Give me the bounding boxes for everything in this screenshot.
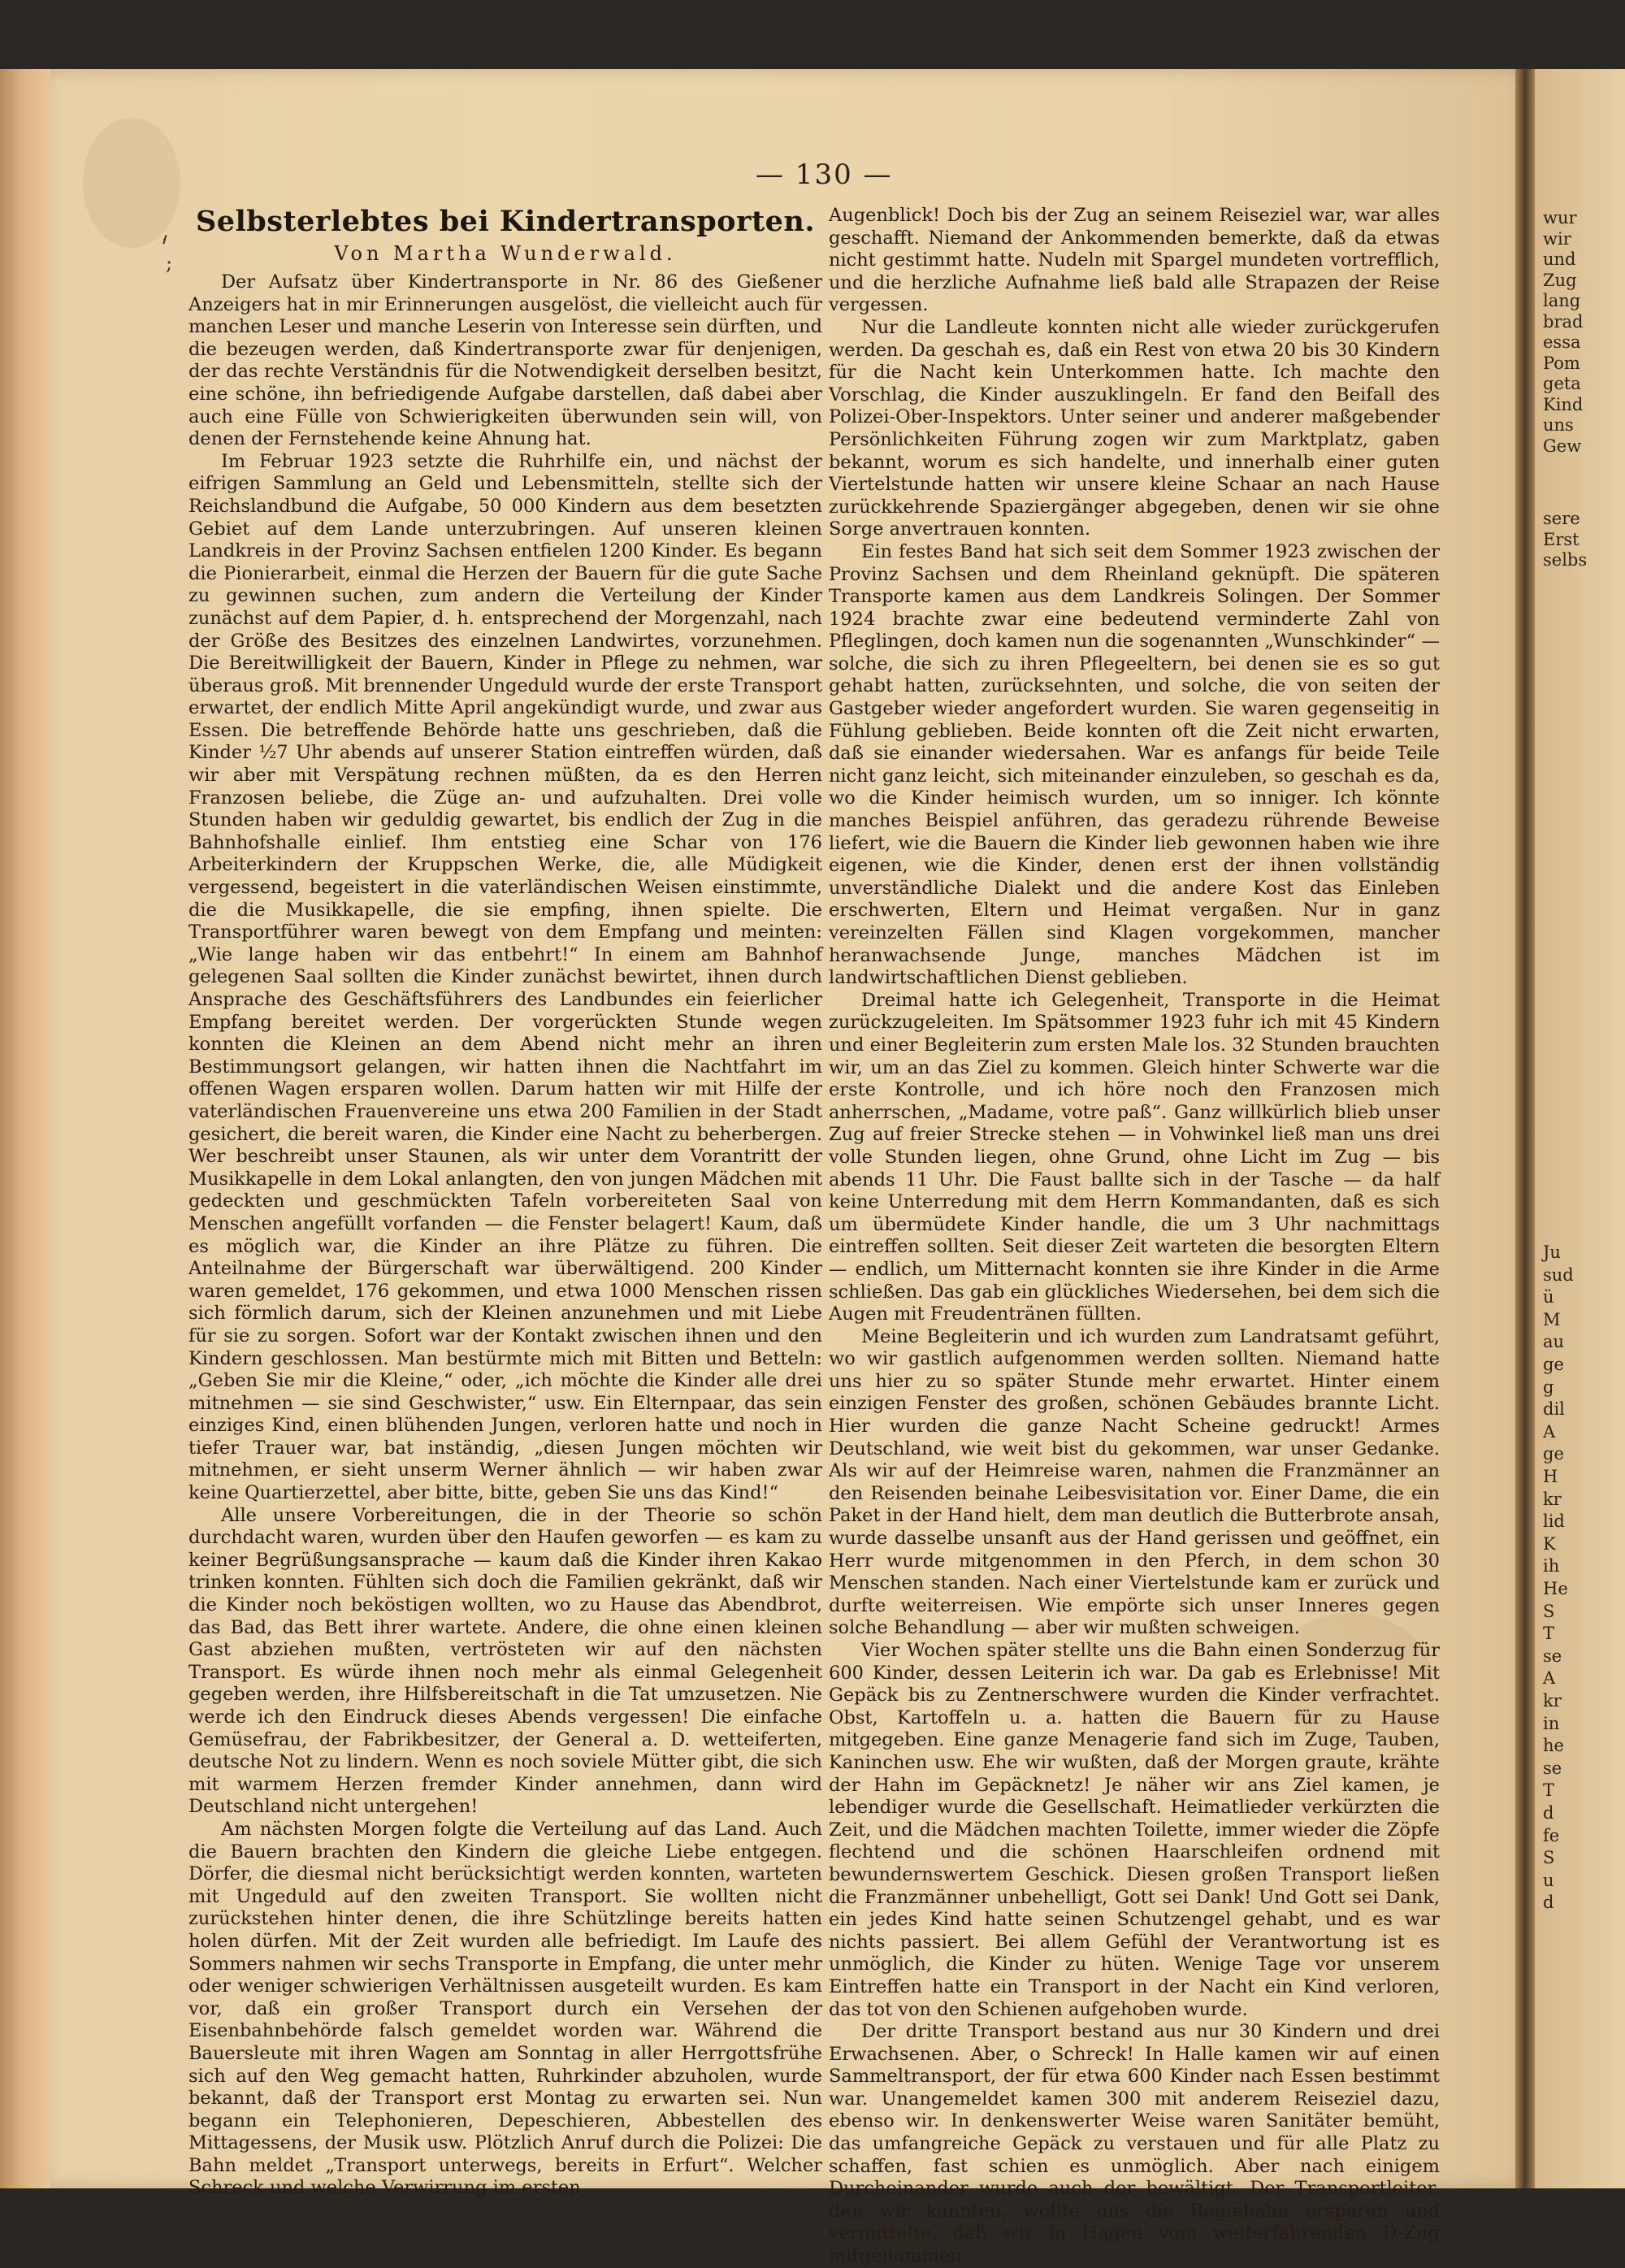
next-page-fragment: kr	[1543, 1489, 1562, 1509]
next-page-fragment: und	[1543, 249, 1576, 269]
next-page-fragment: u	[1543, 1870, 1554, 1890]
paragraph: Der Aufsatz über Kindertransporte in Nr. 86 des Gießener Anzeigers hat in mir Erinnerungen ausgelöst, die vielleicht auch für manchen Leser und manche Leserin von Interesse sein dürften, und die bezeugen werden, daß Kindertransporte zwar für denjenigen, der das rechte Verständnis für die Notwendigkeit derselben besitzt, eine schöne, ihn befriedigende Aufgabe darstellen, daß dabei aber auch eine Fülle von Schwierigkeiten überwunden sein will, von denen der Fernstehende keine Ahnung hat.	[188, 271, 822, 450]
next-page-fragment: he	[1543, 1736, 1564, 1756]
paragraph: Dreimal hatte ich Gelegenheit, Transporte in die Heimat zurückzugeleiten. Im Spätsommer 1923 fuhr ich mit 45 Kindern und einer Begleiterin zum ersten Male los. 32 Stunden brauchten wir, um an das Ziel zu kommen. Gleich hinter Schwerte war die erste Kontrolle, und ich höre noch den Franzosen mich anherrschen, „Madame, votre paß“. Ganz willkürlich blieb unser Zug auf freier Strecke stehen — in Vohwinkel ließ man uns drei volle Stunden liegen, ohne Grund, ohne Licht im Zug — bis abends 11 Uhr. Die Faust ballte sich in der Tasche — da half keine Unterredung mit dem Herrn Kommandanten, daß es sich um übermüdete Kinder handle, die um 3 Uhr nachmittags eintreffen sollten. Seit dieser Zeit warteten die besorgten Eltern — endlich, um Mitternacht konnten sie ihre Kinder in die Arme schließen. Das gab ein glückliches Wiedersehen, bei dem sich die Augen mit Freudentränen füllten.	[829, 989, 1440, 1325]
next-page-fragment: d	[1543, 1803, 1554, 1823]
next-page-fragment: T	[1543, 1624, 1555, 1644]
next-page-fragment: fe	[1543, 1825, 1560, 1845]
next-page-fragment: kr	[1543, 1691, 1562, 1711]
next-page-fragment: lang	[1543, 291, 1581, 310]
next-page-edge	[1535, 69, 1625, 2188]
next-page-fragment: Zug	[1543, 270, 1577, 290]
next-page-fragment: se	[1543, 1758, 1562, 1778]
next-page-fragment: ü	[1543, 1287, 1554, 1307]
next-page-fragment: lid	[1543, 1511, 1565, 1532]
page-number: — 130 —	[756, 158, 893, 191]
paragraph: Alle unsere Vorbereitungen, die in der Theorie so schön durchdacht waren, wurden über den Haufen geworfen — es kam zu keiner Begrüßungsansprache — kaum daß die Kinder ihren Kakao trinken konnten. Fühlten sich doch die Familien gekränkt, daß wir die Kinder noch beköstigen wollten, wo zu Hause das Abendbrot, das Bad, das Bett ihrer wartete. Andere, die ohne einen kleinen Gast abziehen mußten, vertrösteten wir auf den nächsten Transport. Es würde ihnen noch mehr als einmal Gelegenheit gegeben werden, ihre Hilfsbereitschaft in die Tat umzusetzen. Nie werde ich den Eindruck dieses Abends vergessen! Die einfache Gemüsefrau, der Fabrikbesitzer, der General a. D. wetteiferten, deutsche Not zu lindern. Wenn es noch soviele Mütter gibt, die sich mit warmem Herzen fremder Kinder annehmen, dann wird Deutschland nicht untergehen!	[188, 1504, 822, 1818]
next-page-fragment: se	[1543, 1646, 1562, 1666]
next-page-fragment: H	[1543, 1467, 1558, 1486]
next-page-fragment: M	[1543, 1309, 1561, 1329]
next-page-fragment: Pom	[1543, 353, 1580, 373]
paragraph: Nur die Landleute konnten nicht alle wieder zurückgerufen werden. Da geschah es, daß ein Rest von etwa 20 bis 30 Kindern für die Nacht kein Unterkommen hatte. Ich machte den Vorschlag, die Kinder auszuklingeln. Er fand den Beifall des Polizei-Ober-Inspektors. Unter seiner und anderer maßgebender Persönlichkeiten Führung zogen wir zum Marktplatz, gaben bekannt, worum es sich handelte, und innerhalb einer guten Viertelstunde hatten wir unsere kleine Schaar an nach Hause zurückkehrende Spaziergänger abgegeben, denen wir sie ohne Sorge anvertrauen konnten.	[829, 316, 1440, 540]
next-page-fragment: S	[1543, 1601, 1555, 1621]
book-left-edge	[0, 69, 50, 2188]
next-page-fragment: ge	[1543, 1444, 1564, 1464]
next-page-fragment: essa	[1543, 332, 1581, 352]
article-column-right	[829, 205, 1440, 2268]
next-page-fragment: ge	[1543, 1355, 1564, 1374]
paragraph: Augenblick! Doch bis der Zug an seinem Reiseziel war, war alles geschafft. Niemand der Ankommenden bemerkte, daß da etwas nicht gestimmt hatte. Nudeln mit Spargel mundeten vortrefflich, und die herzliche Aufnahme ließ bald alle Strapazen der Reise vergessen.	[829, 205, 1440, 316]
next-page-fragment: sere	[1543, 509, 1580, 528]
paragraph: Im Februar 1923 setzte die Ruhrhilfe ein, und nächst der eifrigen Sammlung an Geld und Lebensmitteln, stellte sich der Reichslandbund die Aufgabe, 50 000 Kindern aus dem besetzten Gebiet auf dem Lande unterzubringen. Auf unseren kleinen Landkreis in der Provinz Sachsen entfielen 1200 Kinder. Es begann die Pionierarbeit, einmal die Herzen der Bauern für die gute Sache zu gewinnen suchen, zum andern die Verteilung der Kinder zunächst auf dem Papier, d. h. entsprechend der Morgenzahl, nach der Größe des Besitzes des einzelnen Landwirtes, vorzunehmen. Die Bereitwilligkeit der Bauern, Kinder in Pflege zu nehmen, war überaus groß. Mit brennender Ungeduld wurde der erste Transport erwartet, der endlich Mitte April angekündigt wurde, und zwar aus Essen. Die betreffende Behörde hatte uns geschrieben, daß die Kinder ½7 Uhr abends auf unserer Station eintreffen würden, daß wir aber mit Verspätung rechnen müßten, da es den Herren Franzosen beliebe, die Züge an- und aufzuhalten. Drei volle Stunden haben wir geduldig gewartet, bis endlich der Zug in die Bahnhofshalle einlief. Ihm entstieg eine Schar von 176 Arbeiterkindern der Kruppschen Werke, die, alle Müdigkeit vergessend, begeistert in die vaterländischen Weisen einstimmte, die die Musikkapelle, die sie empfing, ihnen spielte. Die Transportführer waren bewegt von dem Empfang und meinten: „Wie lange haben wir das entbehrt!“ In einem am Bahnhof gelegenen Saal sollten die Kinder zunächst bewirtet, ihnen durch Ansprache des Geschäftsführers des Landbundes ein feierlicher Empfang bereitet werden. Der vorgerückten Stunde wegen konnten die Kleinen an dem Abend nicht mehr an ihren Bestimmungsort gelangen, wir hatten ihnen die Nachtfahrt im offenen Wagen ersparen wollen. Darum hatten wir mit Hilfe der vaterländischen Frauenvereine uns etwa 200 Familien in der Stadt gesichert, die bereit waren, die Kinder eine Nacht zu beherbergen. Wer beschreibt unser Staunen, als wir unter dem Vorantritt der Musikkapelle in dem Lokal anlangten, den von jungen Mädchen mit gedeckten und geschmückten Tafeln vorbereiteten Saal von Menschen angefüllt vorfanden — die Fenster belagert! Kaum, daß es möglich war, die Kinder an ihre Plätze zu führen. Die Anteilnahme der Bürgerschaft war überwältigend. 200 Kinder waren gemeldet, 176 gekommen, und etwa 1000 Menschen rissen sich förmlich darum, sich der Kleinen anzunehmen und mit Liebe für sie zu sorgen. Sofort war der Kontakt zwischen ihnen und den Kindern geschlossen. Man bestürmte mich mit Bitten und Betteln: „Geben Sie mir die Kleine,“ oder, „ich möchte die Kinder alle drei mitnehmen — sie sind Geschwister,“ usw. Ein Elternpaar, das sein einziges Kind, einen blühenden Jungen, verloren hatte und noch in tiefer Trauer war, bat inständig, „diesen Jungen möchten wir mitnehmen, er sieht unserm Werner ähnlich — wir haben zwar keine Quartierzettel, aber bitte, bitte, geben Sie uns das Kind!“	[188, 450, 822, 1504]
next-page-fragment: in	[1543, 1713, 1560, 1733]
next-page-fragment: au	[1543, 1332, 1565, 1352]
article-column-left	[188, 205, 822, 2200]
article-title: Selbsterlebtes bei Kindertransporten.	[195, 205, 816, 238]
next-page-fragment: Kind	[1543, 394, 1584, 414]
next-page-fragment: Gew	[1543, 436, 1582, 456]
next-page-fragment: A	[1543, 1421, 1556, 1442]
paragraph: Der dritte Transport bestand aus nur 30 Kindern und drei Erwachsenen. Aber, o Schreck! In Halle kamen wir auf einen Sammeltransport, der für etwa 600 Kinder nach Essen bestimmt war. Unangemeldet kamen 300 mit anderem Reiseziel dazu, ebenso wir. In denkenswerter Weise waren Sanitäter bemüht, das umfangreiche Gepäck zu verstauen und für alle Platz zu schaffen, fast schien es unmöglich. Aber nach einigem Durcheinander wurde auch der bewältigt. Der Transportleiter, den wir kannten, wollte uns die Regiebahn ersparen und vermittelte, daß wir in Hagen vom weiterfahrenden D-Zug mitgenommen	[829, 2021, 1440, 2267]
next-page-fragment: dil	[1543, 1399, 1565, 1420]
next-page-fragment: K	[1543, 1533, 1556, 1554]
next-page-fragment: g	[1543, 1377, 1554, 1397]
paragraph: Meine Begleiterin und ich wurden zum Landratsamt geführt, wo wir gastlich aufgenommen werden sollten. Niemand hatte uns hier zu so später Stunde mehr erwartet. Hinter einem einzigen Fenster des großen, schönen Gebäudes brannte Licht. Hier wurden die ganze Nacht Scheine gedruckt! Armes Deutschland, wie weit bist du gekommen, war unser Gedanke. Als wir auf der Heimreise waren, nahmen die Franzmänner an den Reisenden beinahe Leibesvisitation vor. Einer Dame, die ein Paket in der Hand hielt, dem man deutlich die Butterbrote ansah, wurde dasselbe unsanft aus der Hand gerissen und geöffnet, ein Herr wurde mitgenommen in den Pferch, in dem schon 30 Menschen standen. Nach einer Viertelstunde kam er zurück und durfte weiterreisen. Wie empörte sich unser Inneres gegen solche Behandlung — aber wir mußten schweigen.	[829, 1325, 1440, 1639]
next-page-fragment: Ju	[1543, 1242, 1561, 1262]
next-page-fragment: He	[1543, 1579, 1568, 1598]
next-page-fragment: S	[1543, 1848, 1555, 1868]
book-gutter	[1515, 69, 1535, 2188]
next-page-fragment: d	[1543, 1893, 1554, 1913]
next-page-fragment: wur	[1543, 208, 1577, 228]
paragraph: Vier Wochen später stellte uns die Bahn einen Sonderzug für 600 Kinder, dessen Leiterin ich war. Da gab es Erlebnisse! Mit Gepäck bis zu Zentnerschwere wurden die Kinder verfrachtet. Obst, Kartoffeln u. a. hatten die Bauern für zu Hause mitgegeben. Eine ganze Menagerie fand sich im Zuge, Tauben, Kaninchen usw. Ehe wir wußten, daß der Morgen graute, krähte der Hahn im Gepäcknetz! Je näher wir ans Ziel kamen, je lebendiger wurde die Gesellschaft. Heimatlieder verkürzten die Zeit, und die Mädchen machten Toilette, immer wieder die Zöpfe flechtend und die schönen Haarschleifen ordnend mit bewundernswertem Geschick. Diesen großen Transport ließen die Franzmänner unbehelligt, Gott sei Dank! Und Gott sei Dank, ein jedes Kind hatte seinen Schutzengel gehabt, und es war nichts passiert. Bei allem Gefühl der Verantwortung ist es unmöglich, die Kinder zu hüten. Wenige Tage vor unserem Eintreffen hatte ein Transport in der Nacht ein Kind verloren, das tot von den Schienen aufgehoben wurde.	[829, 1640, 1440, 2020]
article-byline: Von Martha Wunderwald.	[334, 242, 677, 265]
paragraph: Am nächsten Morgen folgte die Verteilung auf das Land. Auch die Bauern brachten den Kindern die gleiche Liebe entgegen. Dörfer, die diesmal nicht berücksichtigt werden konnten, warteten mit Ungeduld auf den zweiten Transport. Sie wollten nicht zurückstehen hinter denen, die ihre Schützlinge bereits hatten holen dürfen. Mit der Zeit wurden alle befriedigt. Im Laufe des Sommers nahmen wir sechs Transporte in Empfang, die unter mehr oder weniger schwierigen Verhältnissen ausgeteilt wurden. Es kam vor, daß ein großer Transport durch ein Versehen der Eisenbahnbehörde falsch gemeldet worden war. Während die Bauersleute mit ihren Wagen am Sonntag in aller Herrgottsfrühe sich auf den Weg gemacht hatten, Ruhrkinder abzuholen, wurde bekannt, daß der Transport erst Montag zu erwarten sei. Nun begann ein Telephonieren, Depeschieren, Abbestellen des Mittagessens, der Musik usw. Plötzlich Anruf durch die Polizei: Die Bahn meldet „Transport unterwegs, bereits in Erfurt“. Welcher Schreck und welche Verwirrung im ersten	[188, 1818, 822, 2199]
next-page-fragment: geta	[1543, 374, 1581, 393]
paragraph: Ein festes Band hat sich seit dem Sommer 1923 zwischen der Provinz Sachsen und dem Rheinland geknüpft. Die späteren Transporte kamen aus dem Landkreis Solingen. Der Sommer 1924 brachte zwar eine bedeutend verminderte Zahl von Pfleglingen, doch kamen nun die sogenannten „Wunschkinder“ — solche, die sich zu ihren Pflegeeltern, bei denen sie es so gut gehabt hatten, zurücksehnten, und solche, die von seiten der Gastgeber wieder angefordert wurden. Sie waren gegenseitig in Fühlung geblieben. Beide konnten oft die Zeit nicht erwarten, daß sie einander wiedersahen. War es anfangs für beide Teile nicht ganz leicht, sich miteinander einzuleben, so geschah es da, wo die Kinder heimisch wurden, um so inniger. Ich könnte manches Beispiel anführen, das geradezu rührende Beweise liefert, wie die Bauern die Kinder lieb gewonnen haben wie ihre eigenen, wie die Kinder, denen erst der ihnen vollständig unverständliche Dialekt und die andere Kost das Einleben erschwerten, Eltern und Heimat vergaßen. Nur in ganz vereinzelten Fällen sind Klagen vorgekommen, mancher heranwachsende Junge, manches Mädchen ist im landwirtschaftlichen Dienst geblieben.	[829, 540, 1440, 989]
next-page-fragment: T	[1543, 1780, 1555, 1801]
next-page-fragment: uns	[1543, 415, 1574, 435]
next-page-fragment: Erst	[1543, 529, 1580, 549]
next-page-fragment: brad	[1543, 311, 1584, 332]
next-page-fragment: selbs	[1543, 550, 1588, 570]
next-page-fragment: sud	[1543, 1264, 1574, 1285]
next-page-fragment: ih	[1543, 1556, 1560, 1576]
next-page-fragment: A	[1543, 1668, 1556, 1689]
next-page-fragment: wir	[1543, 228, 1571, 249]
